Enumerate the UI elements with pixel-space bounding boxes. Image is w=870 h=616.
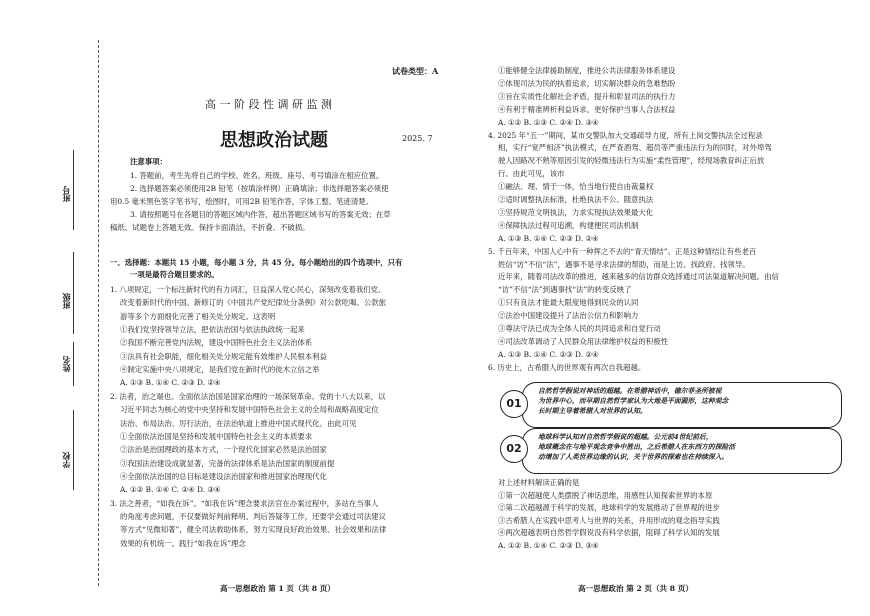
question-line: 相，实行“宽严相济”执法模式，在严查酒驾、超员等严重违法行为的同时，对外埠驾 — [498, 143, 772, 153]
section-line: 一项是最符合题目要求的。 — [130, 270, 219, 279]
question-line: ①我们党坚持领导立法，把依法治国与依法执政统一起来 — [120, 325, 305, 335]
question-line: 5. 千百年来，中国人心中有一种挥之不去的“青天情结”。正是这种情结让有些老百 — [488, 246, 757, 256]
question-line: ①第一次超越使人类摆脱了神话思维，用感性认知探索世界的本原 — [498, 490, 713, 500]
school-field[interactable] — [73, 410, 74, 490]
question-line: 3. 法之善者，“如我在诉”。“如我在诉”理念要求法官在办案过程中，多站在当事人 — [110, 498, 379, 508]
question-line: A. ①② B. ①③ C. ②④ D. ③④ — [498, 117, 599, 127]
bubble-1-line: 为世界中心，而早期自然哲学家认为大地是平面圆形，这种观念 — [538, 397, 729, 405]
question-line: ③旨在实质性化解社会矛盾，提升和彰显司法的执行力 — [498, 91, 676, 101]
question-line: 的角度考虑问题，不仅要做好判前释明、判后答疑等工作，还要学会通过司法建议 — [120, 511, 387, 521]
question-line: ①全面依法治国是坚持和发展中国特色社会主义的本质要求 — [120, 431, 313, 441]
question-line: ③坚持规范文明执法，力求实现执法效果最大化 — [498, 207, 654, 217]
question-line: 对上述材料解读正确的是 — [498, 478, 580, 487]
bubble-2-line: 地球概念在与地平观念竞争中胜出，之后希腊人在东西方的探险活 — [538, 443, 736, 451]
question-line: A. ①③ B. ①④ C. ②③ D. ②④ — [498, 349, 599, 359]
question-line: ①只有良法才能最大限度地得到民众的认同 — [498, 298, 639, 308]
question-line: ④司法改革调动了人民群众用法律维护权益的积极性 — [498, 336, 668, 346]
section-line: 一、选择题：本题共 15 小题，每小题 3 分，共 45 分。每小题给出的四个选项中，只有 — [110, 258, 403, 267]
bubble-2-line: 地球科学认知对自然哲学假说的超越。公元前4世纪前后， — [538, 433, 713, 441]
name-field[interactable] — [73, 342, 74, 386]
question-line: A. ①② B. ①④ C. ②③ D. ③④ — [498, 540, 599, 550]
notice-line: 3. 请按照题号在各题目的答题区域内作答，超出答题区域书写的答案无效；在草 — [130, 210, 391, 219]
seat-number-field[interactable] — [73, 150, 74, 230]
question-line: ④制定实施中央八项规定，是我们党在新时代的徙木立信之举 — [120, 365, 320, 375]
question-line: “访”不信“法”到遇事找“法”的转变反映了 — [498, 285, 632, 295]
question-line: A. ①③ B. ①④ C. ②③ D. ②④ — [498, 233, 599, 243]
question-line: 习近平同志为核心的党中央坚持和发展中国特色社会主义的全局和战略高度定位 — [120, 405, 379, 415]
bubble-1-number: 01 — [500, 390, 528, 418]
label-seat-number: 班号 — [61, 186, 71, 202]
exam-type: 试卷类型：A — [392, 66, 439, 76]
bubble-2-number: 02 — [500, 435, 528, 463]
exam-title: 思想政治试题 — [220, 130, 328, 151]
question-line: 改变着新时代的中国。新修订的《中国共产党纪律处分条例》对公款吃喝、公款旅 — [120, 298, 387, 308]
label-name: 姓名 — [61, 356, 71, 372]
question-line: ④有利于精准辨析利益诉求，更好保护当事人合法权益 — [498, 104, 676, 114]
question-line: ①融法、理、情于一体，恰当地行使自由裁量权 — [498, 182, 654, 192]
class-field[interactable] — [73, 252, 74, 334]
binding-margin — [0, 0, 110, 616]
notice-line: 1. 答题前，考生先将自己的学校、姓名、班级、座号、考号填涂在相应位置。 — [130, 171, 384, 180]
notice-line: 稿纸、试题卷上答题无效。保持卡面清洁，不折叠、不破损。 — [110, 223, 310, 232]
question-line: 行。由此可见，该市 — [498, 169, 565, 179]
label-class: 班级 — [61, 293, 71, 309]
footer-page-2: 高一思想政治 第 2 页（共 8 页） — [578, 584, 693, 593]
question-line: ③尊法守法已成为全体人民的共同追求和自觉行动 — [498, 324, 661, 333]
question-line: ②适时调整执法标准，杜绝执法不公、随意执法 — [498, 195, 654, 204]
question-line: 2. 法者，治之端也。全面依法治国是国家治理的一场深刻革命。党的十八大以来，以 — [110, 391, 386, 401]
question-line: ③法具有社会职能，细化相关处分规定能有效维护人民根本利益 — [120, 351, 327, 361]
question-line: 法治、布局法治、厉行法治，在法治轨道上推进中国式现代化。由此可见 — [120, 418, 357, 428]
cut-line — [98, 40, 99, 586]
question-line: ④两次超越表明自然哲学假说没有科学依据，阻碍了科学认知的发展 — [498, 528, 720, 537]
question-line: 1. 八项规定，一个标注新时代的有力词汇，日益深入党心民心，深刻改变着我们党、 — [110, 285, 386, 294]
question-line: ④全面依法治国的总目标是建设法治国家和推进国家治理现代化 — [120, 471, 327, 481]
question-line: A. ①③ B. ①④ C. ②③ D. ②④ — [120, 378, 221, 388]
question-line: ②体现司法为民的执着追求，切实解决群众的急难愁盼 — [498, 78, 676, 88]
question-line: 4. 2025 年“五一”期间，某市交警队加大交通疏导力度，所有上岗交警执法全过程录 — [488, 130, 763, 140]
question-line: ②我国不断完善党内法规，建设中国特色社会主义法治体系 — [120, 338, 313, 348]
footer-page-1: 高一思想政治 第 1 页（共 8 页） — [220, 584, 335, 593]
notice-line: 2. 选择题答案必须使用2B 铅笔（按填涂样例）正确填涂；非选择题答案必须使 — [130, 184, 389, 193]
question-line: ①能够健全法律援助制度，推进公共法律服务体系建设 — [498, 66, 676, 75]
exam-date: 2025. 7 — [402, 134, 433, 143]
question-line: ②法治中国建设提升了法治公信力和影响力 — [498, 311, 639, 321]
question-line: 效果的有机统一。践行“如我在诉”理念 — [120, 538, 246, 548]
page-1 — [110, 0, 480, 616]
question-line: ②法治是治国理政的基本方式，一个现代化国家必然是法治国家 — [120, 445, 327, 455]
question-line: 近年来，随着司法改革的推进，越来越多的信访群众选择通过司法渠道解决问题。由信 — [498, 272, 779, 282]
question-line: 等方式“见微知著”，健全司法救助体系，努力实现良好政治效果、社会效果和法律 — [120, 525, 387, 535]
bubble-2-line: 动增加了人类世界边缘的认识，关于世界的探索也在持续深入。 — [538, 453, 729, 461]
page-2 — [488, 0, 863, 616]
question-line: A. ①② B. ①④ C. ②④ D. ③④ — [120, 485, 221, 495]
question-line: ②第二次超越源于科学的发展，地球科学的发展推动了世界观的进步 — [498, 503, 720, 512]
question-line: 驶人因路况不熟等原因引发的轻微违法行为实施“柔性管理”，经现场教育纠正后放 — [498, 156, 765, 166]
question-line: 游等多个方面细化完善了相关处分规定。这表明 — [120, 311, 276, 321]
bubble-1-line: 自然哲学假说对神话的超越。在希腊神话中，德尔菲圣所被视 — [538, 387, 722, 395]
bubble-1-line: 长时期主导着希腊人对世界的认知。 — [538, 407, 647, 415]
exam-subtitle: 高 一 阶 段 性 调 研 监 测 — [205, 98, 332, 111]
question-line: ③古希腊人在实践中思考人与世界的关系，并用形成的观念指导实践 — [498, 515, 720, 525]
question-line: ④保障执法过程可追溯，构建便民司法机制 — [498, 220, 639, 230]
notice-heading-text: 注意事项： — [130, 157, 167, 166]
label-school: 学校 — [61, 452, 71, 468]
question-line: ③我国法治建设成就显著，完备的法律体系是法治国家的制度前提 — [120, 458, 335, 468]
question-line: 6. 历史上，古希腊人的世界观有两次自我超越。 — [488, 362, 646, 372]
notice-line: 用0.5 毫米黑色签字笔书写，绘图时，可用2B 铅笔作答，字体工整、笔迹清楚。 — [110, 197, 374, 206]
question-line: 姓信“访”不信“法”，遇事不是寻求法律的帮助，而是上访、找政府、找领导。 — [498, 259, 750, 269]
